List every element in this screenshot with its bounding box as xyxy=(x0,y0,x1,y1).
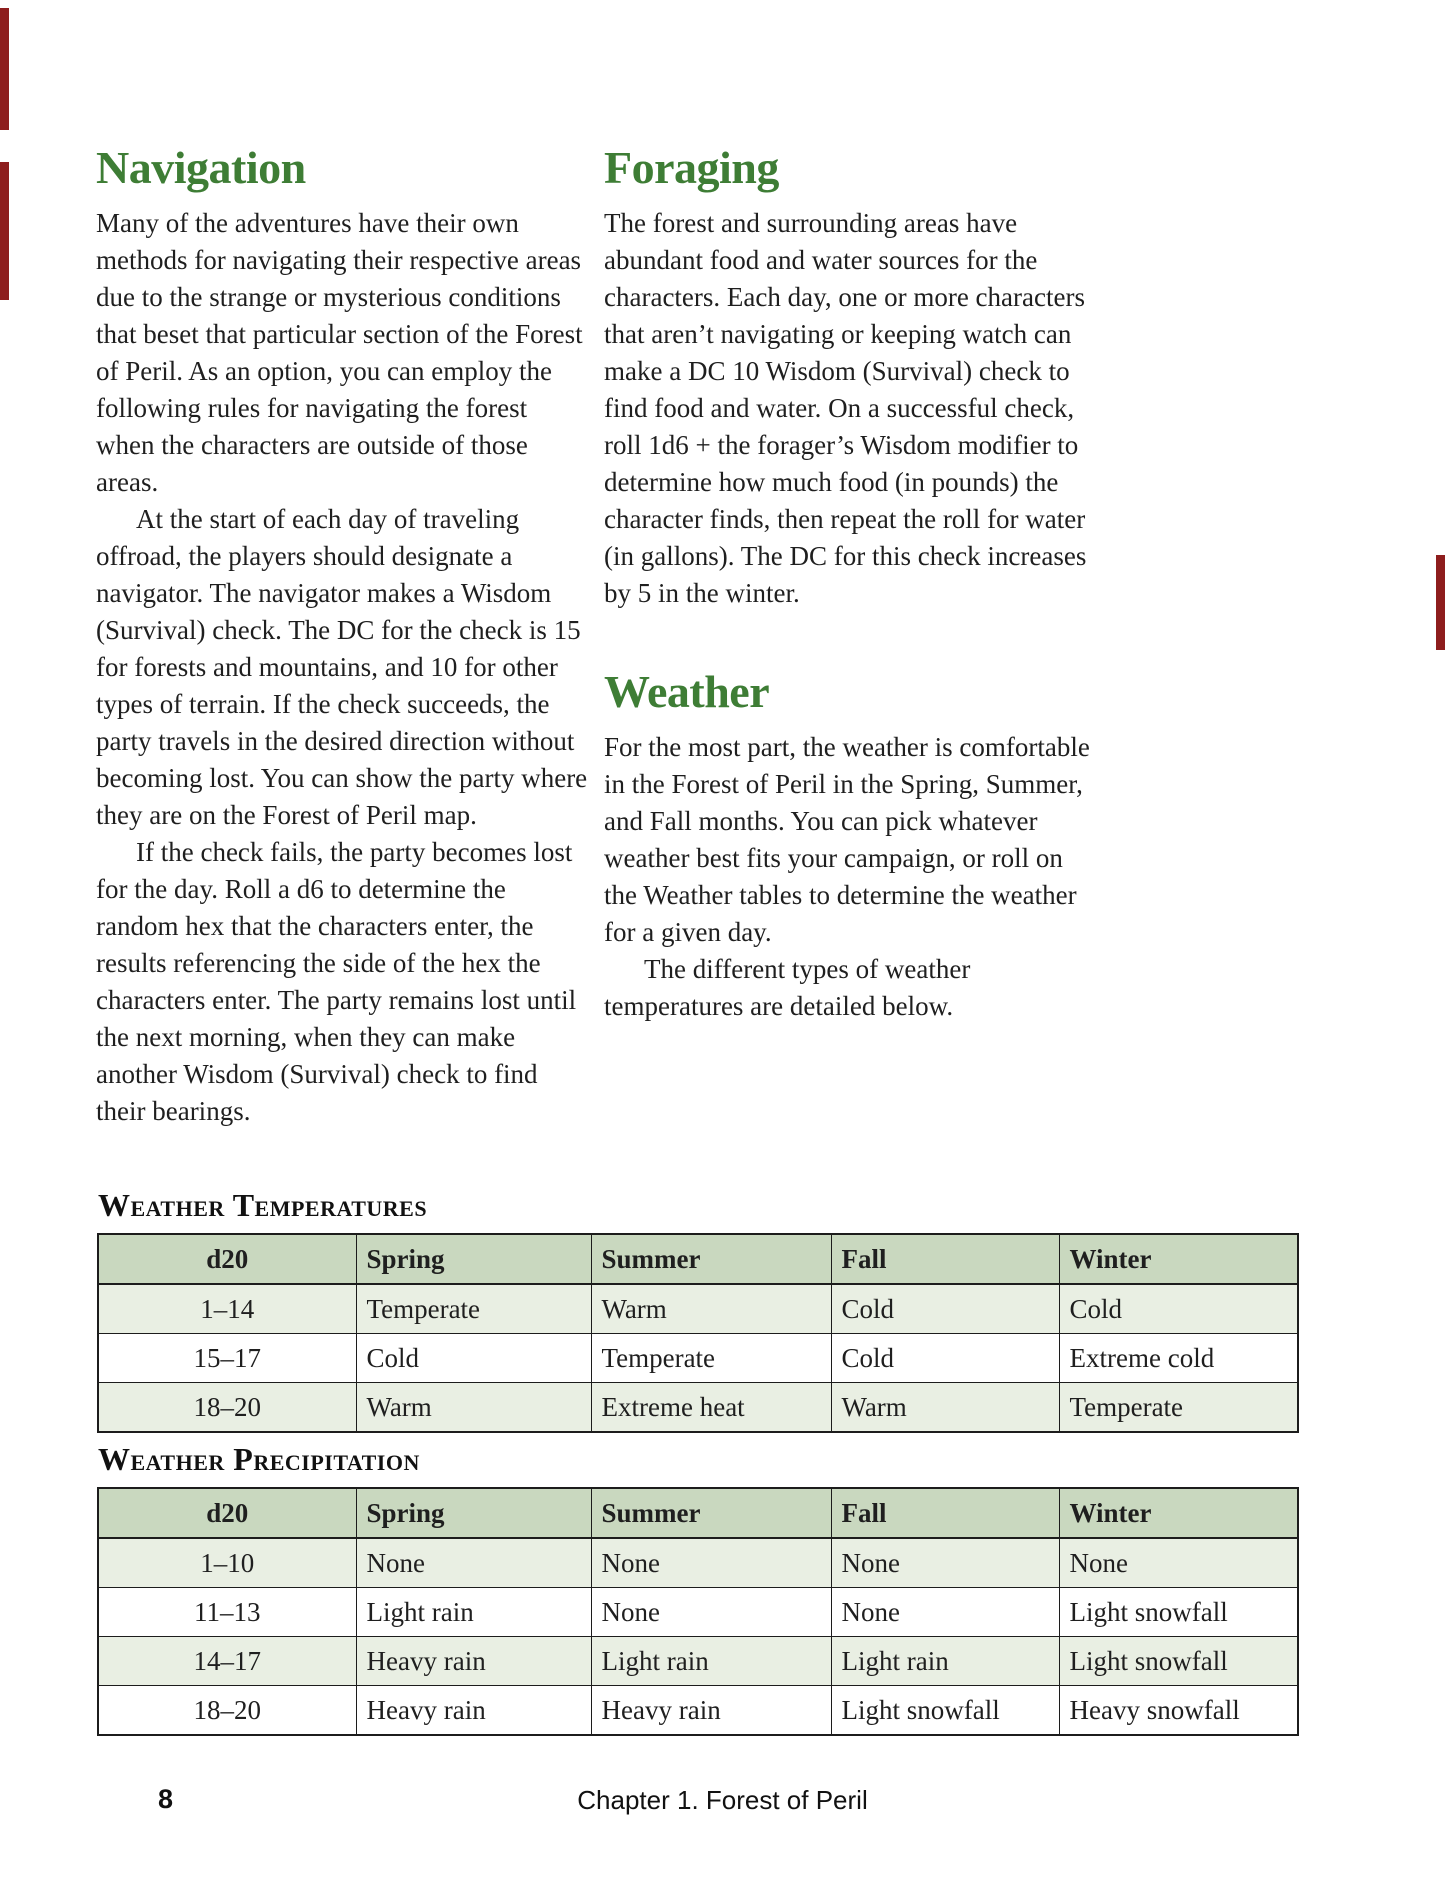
cell-winter: Cold xyxy=(1059,1284,1298,1334)
cell-d20-range: 14–17 xyxy=(98,1637,356,1686)
cell-fall: Light rain xyxy=(831,1637,1059,1686)
cell-spring: Heavy rain xyxy=(356,1686,591,1736)
column-left xyxy=(96,142,588,1130)
weather-temperatures-table xyxy=(97,1233,1299,1433)
column-header-summer: Summer xyxy=(591,1488,831,1538)
weather-precipitation-table xyxy=(97,1487,1299,1736)
column-header-d20: d20 xyxy=(98,1234,356,1284)
cell-summer: Heavy rain xyxy=(591,1686,831,1736)
cell-spring: Cold xyxy=(356,1334,591,1383)
page-edge-mark xyxy=(1436,555,1445,650)
weather-paragraph-1: For the most part, the weather is comfortable in the Forest of Peril in the Spring, Summer, and Fall months. You can pick whatever weather best fits your campaign, or roll on the Weather tables to determine the weather for a given day. xyxy=(604,732,1090,947)
cell-d20-range: 1–14 xyxy=(98,1284,356,1334)
column-header-spring: Spring xyxy=(356,1234,591,1284)
cell-fall: Light snowfall xyxy=(831,1686,1059,1736)
cell-winter: Temperate xyxy=(1059,1383,1298,1433)
section-heading-navigation: Navigation xyxy=(96,142,306,193)
table-row xyxy=(98,1334,1298,1383)
column-header-d20: d20 xyxy=(98,1488,356,1538)
cell-spring: Heavy rain xyxy=(356,1637,591,1686)
column-header-winter: Winter xyxy=(1059,1488,1298,1538)
cell-d20-range: 11–13 xyxy=(98,1588,356,1637)
cell-spring: Temperate xyxy=(356,1284,591,1334)
cell-summer: Temperate xyxy=(591,1334,831,1383)
cell-spring: None xyxy=(356,1538,591,1588)
cell-fall: Warm xyxy=(831,1383,1059,1433)
cell-winter: None xyxy=(1059,1538,1298,1588)
table-title-weather-precipitation: Weather Precipitation xyxy=(98,1441,420,1477)
weather-paragraph-2: The different types of weather temperatures are detailed below. xyxy=(604,954,971,1021)
section-heading-foraging: Foraging xyxy=(604,142,779,193)
cell-d20-range: 15–17 xyxy=(98,1334,356,1383)
page-edge-mark xyxy=(0,8,9,130)
cell-summer: None xyxy=(591,1538,831,1588)
cell-spring: Warm xyxy=(356,1383,591,1433)
section-heading-weather: Weather xyxy=(604,666,770,717)
cell-d20-range: 1–10 xyxy=(98,1538,356,1588)
cell-summer: Extreme heat xyxy=(591,1383,831,1433)
table-header-row xyxy=(98,1234,1298,1284)
page-number: 8 xyxy=(158,1784,174,1814)
column-right xyxy=(604,142,1100,1025)
column-header-winter: Winter xyxy=(1059,1234,1298,1284)
weather-precipitation-block xyxy=(97,1442,1297,1736)
table-row xyxy=(98,1538,1298,1588)
cell-winter: Extreme cold xyxy=(1059,1334,1298,1383)
table-row xyxy=(98,1383,1298,1433)
cell-d20-range: 18–20 xyxy=(98,1686,356,1736)
table-header-row xyxy=(98,1488,1298,1538)
cell-fall: None xyxy=(831,1588,1059,1637)
cell-summer: Light rain xyxy=(591,1637,831,1686)
cell-spring: Light rain xyxy=(356,1588,591,1637)
navigation-paragraph-1: Many of the adventures have their own methods for navigating their respective areas due to the strange or mysterious conditions that beset that particular section of the Forest of Peril. As an option, you can employ the following rules for navigating the forest when the characters are outside of those areas. xyxy=(96,208,583,497)
cell-summer: Warm xyxy=(591,1284,831,1334)
table-title-weather-temperatures: Weather Temperatures xyxy=(98,1187,428,1223)
column-header-spring: Spring xyxy=(356,1488,591,1538)
cell-winter: Heavy snowfall xyxy=(1059,1686,1298,1736)
table-row xyxy=(98,1284,1298,1334)
column-header-summer: Summer xyxy=(591,1234,831,1284)
chapter-title: Chapter 1. Forest of Peril xyxy=(577,1785,868,1815)
cell-summer: None xyxy=(591,1588,831,1637)
column-header-fall: Fall xyxy=(831,1234,1059,1284)
cell-winter: Light snowfall xyxy=(1059,1588,1298,1637)
table-row xyxy=(98,1686,1298,1736)
navigation-paragraph-3: If the check fails, the party becomes lost for the day. Roll a d6 to determine the random hex that the characters enter, the results referencing the side of the hex the characters enter. The party remains lost until the next morning, when they can make another Wisdom (Survival) check to find their bearings. xyxy=(96,837,577,1126)
foraging-paragraph-1: The forest and surrounding areas have abundant food and water sources for the characters. Each day, one or more characters that aren’t navigating or keeping watch can make a DC 10 Wisdom (Survival) check to find food and water. On a successful check, roll 1d6 + the forager’s Wisdom modifier to determine how much food (in pounds) the character finds, then repeat the roll for water (in gallons). The DC for this check increases by 5 in the winter. xyxy=(604,208,1087,608)
cell-fall: None xyxy=(831,1538,1059,1588)
table-row xyxy=(98,1637,1298,1686)
cell-d20-range: 18–20 xyxy=(98,1383,356,1433)
table-row xyxy=(98,1588,1298,1637)
column-header-fall: Fall xyxy=(831,1488,1059,1538)
navigation-paragraph-2: At the start of each day of traveling offroad, the players should designate a navigator. The navigator makes a Wisdom (Survival) check. The DC for the check is 15 for forests and mountains, and 10 for other types of terrain. If the check succeeds, the party travels in the desired direction without becoming lost. You can show the party where they are on the Forest of Peril map. xyxy=(96,504,588,830)
page-footer xyxy=(0,1784,1445,1820)
weather-temperatures-block xyxy=(97,1188,1297,1433)
cell-fall: Cold xyxy=(831,1334,1059,1383)
cell-fall: Cold xyxy=(831,1284,1059,1334)
page-edge-mark xyxy=(0,162,9,300)
cell-winter: Light snowfall xyxy=(1059,1637,1298,1686)
